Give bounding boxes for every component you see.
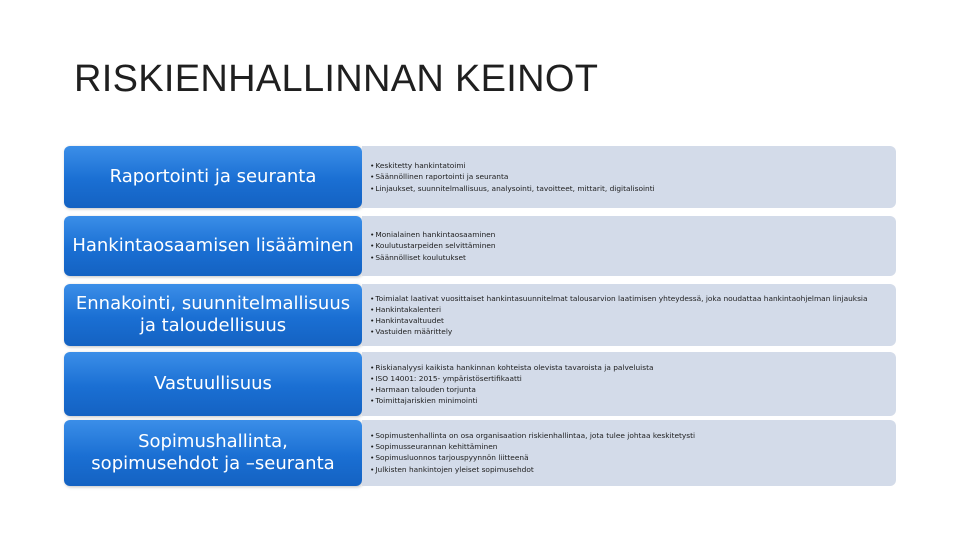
method-detail-box	[362, 146, 896, 208]
method-row-forecasting	[64, 284, 896, 346]
detail-item: • ISO 14001: 2015- ympäristösertifikaatti	[370, 373, 890, 384]
detail-item: • Toimittajariskien minimointi	[370, 395, 890, 406]
method-row-reporting	[64, 146, 896, 208]
detail-item: • Linjaukset, suunnitelmallisuus, analysointi, tavoitteet, mittarit, digitalisointi	[370, 183, 890, 194]
detail-item: • Monialainen hankintaosaaminen	[370, 229, 890, 240]
detail-item: • Sopimusseurannan kehittäminen	[370, 441, 890, 452]
method-label-box	[64, 420, 362, 486]
detail-item: • Säännölliset koulutukset	[370, 252, 890, 263]
detail-item: • Sopimusluonnos tarjouspyynnön liitteenä	[370, 452, 890, 463]
detail-item: • Koulutustarpeiden selvittäminen	[370, 240, 890, 251]
method-label-box	[64, 352, 362, 416]
method-label: Vastuullisuus	[154, 373, 272, 394]
method-label-box	[64, 146, 362, 208]
detail-item: • Toimialat laativat vuosittaiset hankintasuunnitelmat talousarvion laatimisen yhteydessä, joka noudattaa hankintaohjelman linjauksia	[370, 293, 890, 304]
method-detail-box	[362, 352, 896, 416]
detail-item: • Hankintavaltuudet	[370, 315, 890, 326]
detail-item: • Harmaan talouden torjunta	[370, 384, 890, 395]
method-row-responsibility	[64, 352, 896, 416]
method-label: Sopimushallinta, sopimusehdot ja –seuranta	[91, 431, 335, 474]
detail-item: • Keskitetty hankintatoimi	[370, 160, 890, 171]
method-label: Raportointi ja seuranta	[109, 166, 317, 187]
method-detail-box	[362, 216, 896, 276]
method-label-box	[64, 216, 362, 276]
method-detail-box	[362, 420, 896, 486]
method-row-competence	[64, 216, 896, 276]
method-row-contracts	[64, 420, 896, 486]
method-label-box	[64, 284, 362, 346]
detail-item: • Hankintakalenteri	[370, 304, 890, 315]
method-label: Hankintaosaamisen lisääminen	[72, 235, 354, 256]
detail-item: • Säännöllinen raportointi ja seuranta	[370, 171, 890, 182]
detail-item: • Vastuiden määrittely	[370, 326, 890, 337]
detail-item: • Sopimustenhallinta on osa organisaation riskienhallintaa, jota tulee johtaa keskitetysti	[370, 430, 890, 441]
method-detail-box	[362, 284, 896, 346]
slide-title: RISKIENHALLINNAN KEINOT	[74, 58, 599, 100]
method-label: Ennakointi, suunnitelmallisuus ja taloudellisuus	[75, 293, 351, 336]
detail-item: • Julkisten hankintojen yleiset sopimusehdot	[370, 464, 890, 475]
detail-item: • Riskianalyysi kaikista hankinnan kohteista olevista tavaroista ja palveluista	[370, 362, 890, 373]
